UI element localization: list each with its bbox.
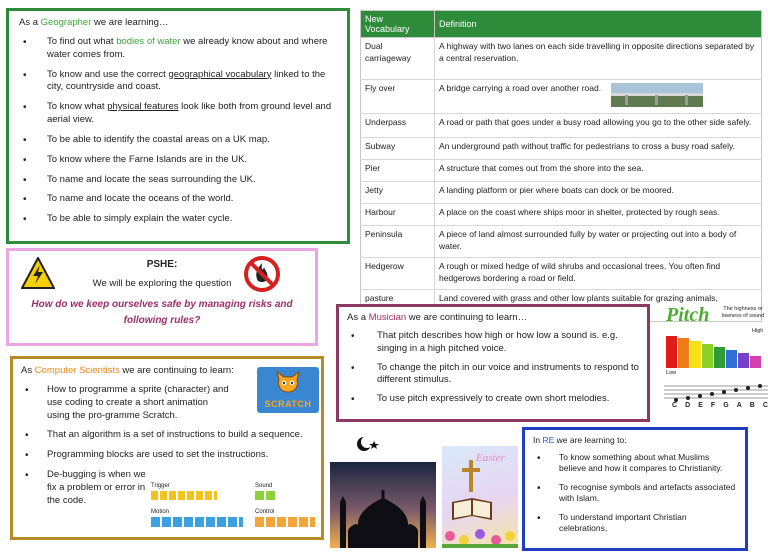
control-blocks (255, 517, 315, 527)
cross-icon (462, 460, 480, 492)
list-item: • To know what physical features look like both from ground level and aerial view. (19, 101, 337, 127)
re-panel (522, 427, 748, 551)
no-fire-icon (243, 255, 281, 293)
pitch-caption: The highness or lowness of sound (721, 306, 765, 319)
bible-icon (450, 496, 494, 522)
pshe-subtitle: We will be exploring the question (92, 278, 232, 289)
trigger-label: Trigger (151, 483, 170, 489)
list-item: • Programming blocks are used to set the instructions. (21, 449, 313, 462)
list-item: • To know where the Farne Islands are in the UK. (19, 154, 337, 167)
trigger-blocks (151, 491, 217, 500)
table-row: pasture Land covered with grass and other low plants suitable for grazing animals, (361, 290, 762, 322)
note-letters: C D E F G A B C (672, 402, 768, 409)
pshe-title: PSHE: (146, 259, 178, 270)
flyover-photo (611, 83, 703, 107)
computing-intro: As Computer Scientists we are continuing to learn: (21, 365, 234, 376)
list-item: • To find out what bodies of water we already know about and where water comes from. (19, 36, 337, 62)
computing-subject: Computer Scientists (34, 365, 120, 376)
header-definition: Definition (435, 11, 762, 38)
music-panel (336, 304, 650, 422)
sound-label: Sound (255, 483, 273, 489)
electric-warning-icon (21, 257, 55, 289)
block-palette (147, 483, 317, 535)
list-item: • That an algorithm is a set of instructions to build a sequence. (21, 429, 313, 442)
geography-panel (6, 8, 350, 244)
table-row: Peninsula A piece of land almost surrounded fully by water or projecting out into a body of water. (361, 226, 762, 258)
table-row: Jetty A landing platform or pier where boats can dock or be moored. (361, 182, 762, 204)
list-item: • That pitch describes how high or how low a sound is. e.g. singing in a high pitched voice. (347, 330, 639, 356)
easter-picture (442, 446, 518, 548)
table-header (361, 11, 762, 38)
scratch-logo (257, 367, 319, 413)
table-row: Hedgerow A rough or mixed hedge of wild shrubs and occasional trees. You often find hedgerows bordering a road or field. (361, 258, 762, 290)
geography-list (19, 36, 337, 226)
list-item: • De-bugging is when we fix a problem or error in the code. (21, 469, 146, 507)
motion-label: Motion (151, 509, 170, 515)
list-item: • To recognise symbols and artefacts associated with Islam. (533, 482, 737, 505)
music-intro: As a Musician we are continuing to learn… (347, 312, 528, 323)
xylophone-icon (664, 332, 768, 372)
motion-blocks (151, 517, 243, 527)
list-item: • To change the pitch in our voice and instruments to respond to different stimulus. (347, 362, 639, 388)
pshe-question: How do we keep ourselves safe by managing risks and following rules? (31, 299, 293, 326)
table-row: Fly over A bridge carrying a road over another road. (361, 80, 762, 114)
header-term: New Vocabulary (361, 11, 435, 38)
mosque-photo (330, 432, 436, 548)
music-staff-icon (664, 384, 768, 402)
list-item: • To know something about what Muslims believe and how it compares to Christianity. (533, 452, 737, 475)
table-row: Subway An underground path without traffic for pedestrians to cross a busy road safely. (361, 138, 762, 160)
list-item: • To be able to identify the coastal areas on a UK map. (19, 134, 337, 147)
computing-panel (10, 356, 324, 540)
flowers-icon (442, 522, 518, 548)
pitch-low-label: Low (666, 370, 677, 376)
music-subject: Musician (368, 312, 407, 323)
list-item: • To know and use the correct geographical vocabulary linked to the city, countryside and coast. (19, 69, 337, 95)
control-label: Control (255, 509, 275, 515)
pshe-panel (6, 248, 318, 346)
geography-subject: Geographer (40, 17, 92, 28)
re-subject: RE (542, 435, 555, 445)
table-row: Underpass A road or path that goes under a busy road allowing you go to the other side safely. (361, 114, 762, 138)
re-intro: In RE we are learning to: (533, 435, 627, 445)
scratch-cat-icon (275, 370, 301, 394)
table-row: Harbour A place on the coast where ships moor in shelter, protected by rough seas. (361, 204, 762, 226)
table-row: Pier A structure that comes out from the shore into the sea. (361, 160, 762, 182)
scratch-logo-text: SCRATCH (264, 399, 312, 409)
list-item: • To name and locate the seas surrounding the UK. (19, 174, 337, 187)
list-item: • To name and locate the oceans of the world. (19, 193, 337, 206)
list-item: • To use pitch expressively to create own short melodies. (347, 393, 639, 406)
vocabulary-table (360, 10, 762, 322)
pitch-graphic (664, 304, 768, 416)
pitch-title: Pitch (666, 304, 710, 326)
table-row: Dual carriageway A highway with two lanes on each side travelling in opposite directions separated by a central reservation. (361, 38, 762, 80)
pitch-high-label: High (752, 328, 764, 334)
music-list (347, 330, 639, 406)
list-item: • To understand important Christian celebrations, (533, 512, 737, 535)
sound-blocks (255, 491, 277, 500)
list-item: • How to programme a sprite (character) and use coding to create a short animation using the pro-gramme Scratch. (21, 384, 231, 422)
list-item: • To be able to simply explain the water cycle. (19, 213, 337, 226)
geography-intro: As a Geographer we are learning… (19, 17, 169, 28)
easter-text: Easter (476, 452, 505, 464)
re-list (533, 452, 737, 535)
